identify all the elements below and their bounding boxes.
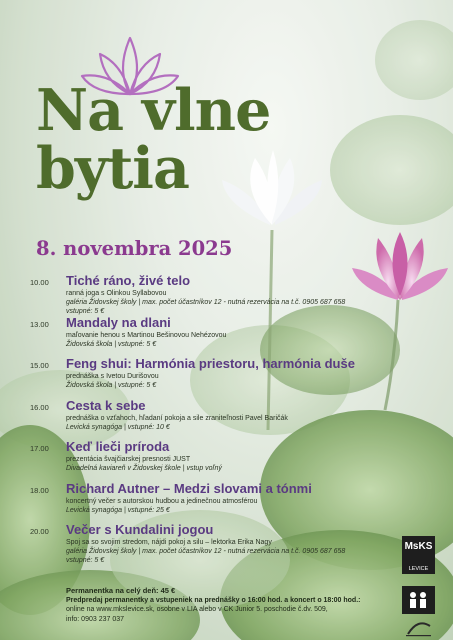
mks-levice-logo <box>402 536 435 574</box>
event-date: 8. novembra 2025 <box>36 237 233 260</box>
title-line-2: bytia <box>36 135 189 202</box>
event-time: 16.00 <box>30 402 49 412</box>
event-title: Richard Autner – Medzi slovami a tónmi <box>66 480 312 496</box>
event-time: 10.00 <box>30 278 49 287</box>
event-time: 20.00 <box>30 527 49 536</box>
people-icon <box>402 586 435 614</box>
program-item <box>30 273 402 315</box>
presale-info: Predpredaj permanentky a vstupeniek na prednášky o 16:00 hod. a koncert o 18:00 hod.: <box>66 596 361 604</box>
city-levice-logo-icon <box>402 616 435 638</box>
event-description: prednáška o vzťahoch, hľadaní pokoja a sile zraniteľnosti Pavel Baričák <box>66 414 288 422</box>
event-description: koncertný večer s autorskou hudbou a jedinečnou atmosférou <box>66 497 258 505</box>
title-line-1: Na vlne <box>36 77 271 144</box>
event-description: prednáška s Ivetou Durišovou <box>66 373 159 380</box>
program-item <box>30 398 402 440</box>
event-description: prezentácia švajčiarskej presnosti JUST <box>66 456 191 463</box>
event-title: Tiché ráno, živé telo <box>66 273 191 288</box>
event-venue: Levická synagóga | vstupné: 25 € <box>66 506 170 514</box>
event-title: Mandaly na dlani <box>66 314 171 330</box>
event-price: vstupné: 5 € <box>66 308 105 315</box>
event-price: vstupné: 5 € <box>66 557 105 564</box>
program-item <box>30 481 402 523</box>
poster-title <box>36 77 271 202</box>
event-venue: galéria Židovskej školy | max. počet účastníkov 12 - nutná rezervácia na t.č. 0905 687 658 <box>66 299 346 306</box>
event-title: Keď lieči príroda <box>66 439 170 454</box>
program-item <box>30 439 402 481</box>
event-title: Feng shui: Harmónia priestoru, harmónia duše <box>66 356 355 371</box>
event-venue: Židovská škola | vstupné: 5 € <box>66 340 157 348</box>
event-description: maľovanie henou s Martinou Bešinovou Nehézovou <box>66 331 227 339</box>
event-title: Cesta k sebe <box>66 397 146 413</box>
partner-logo <box>402 586 435 614</box>
day-pass-price: Permanentka na celý deň: 45 € <box>66 586 176 595</box>
program-item <box>30 356 402 398</box>
event-time: 17.00 <box>30 444 49 453</box>
ticket-info <box>66 586 361 624</box>
event-description: ranná joga s Olinkou Syllabovou <box>66 290 167 297</box>
presale-locations: online na www.mkslevice.sk, osobne v LIA alebo v CK Junior 5. poschodie č.dv. 509, <box>66 606 328 613</box>
event-description: Spoj sa so svojim stredom, nájdi pokoj a silu – lektorka Erika Nagy <box>66 539 272 546</box>
info-phone: info: 0903 237 037 <box>66 615 124 623</box>
event-venue: galéria Židovskej školy | max. počet účastníkov 12 - nutná rezervácia na t.č. 0905 687 658 <box>66 548 346 555</box>
event-venue: Divadelná kaviareň v Židovskej škole | vstup voľný <box>66 465 222 472</box>
mks-logo-text: MsKS <box>404 541 433 552</box>
event-venue: Židovská škola | vstupné: 5 € <box>66 382 157 389</box>
program-item <box>30 315 402 357</box>
program-list <box>30 273 402 564</box>
event-time: 13.00 <box>30 319 49 329</box>
event-time: 15.00 <box>30 361 49 370</box>
program-item <box>30 522 402 564</box>
event-time: 18.00 <box>30 485 49 495</box>
event-title: Večer s Kundalini jogou <box>66 522 214 537</box>
mks-logo-city: LEVICE <box>408 566 429 572</box>
event-venue: Levická synagóga | vstupné: 10 € <box>66 423 170 431</box>
